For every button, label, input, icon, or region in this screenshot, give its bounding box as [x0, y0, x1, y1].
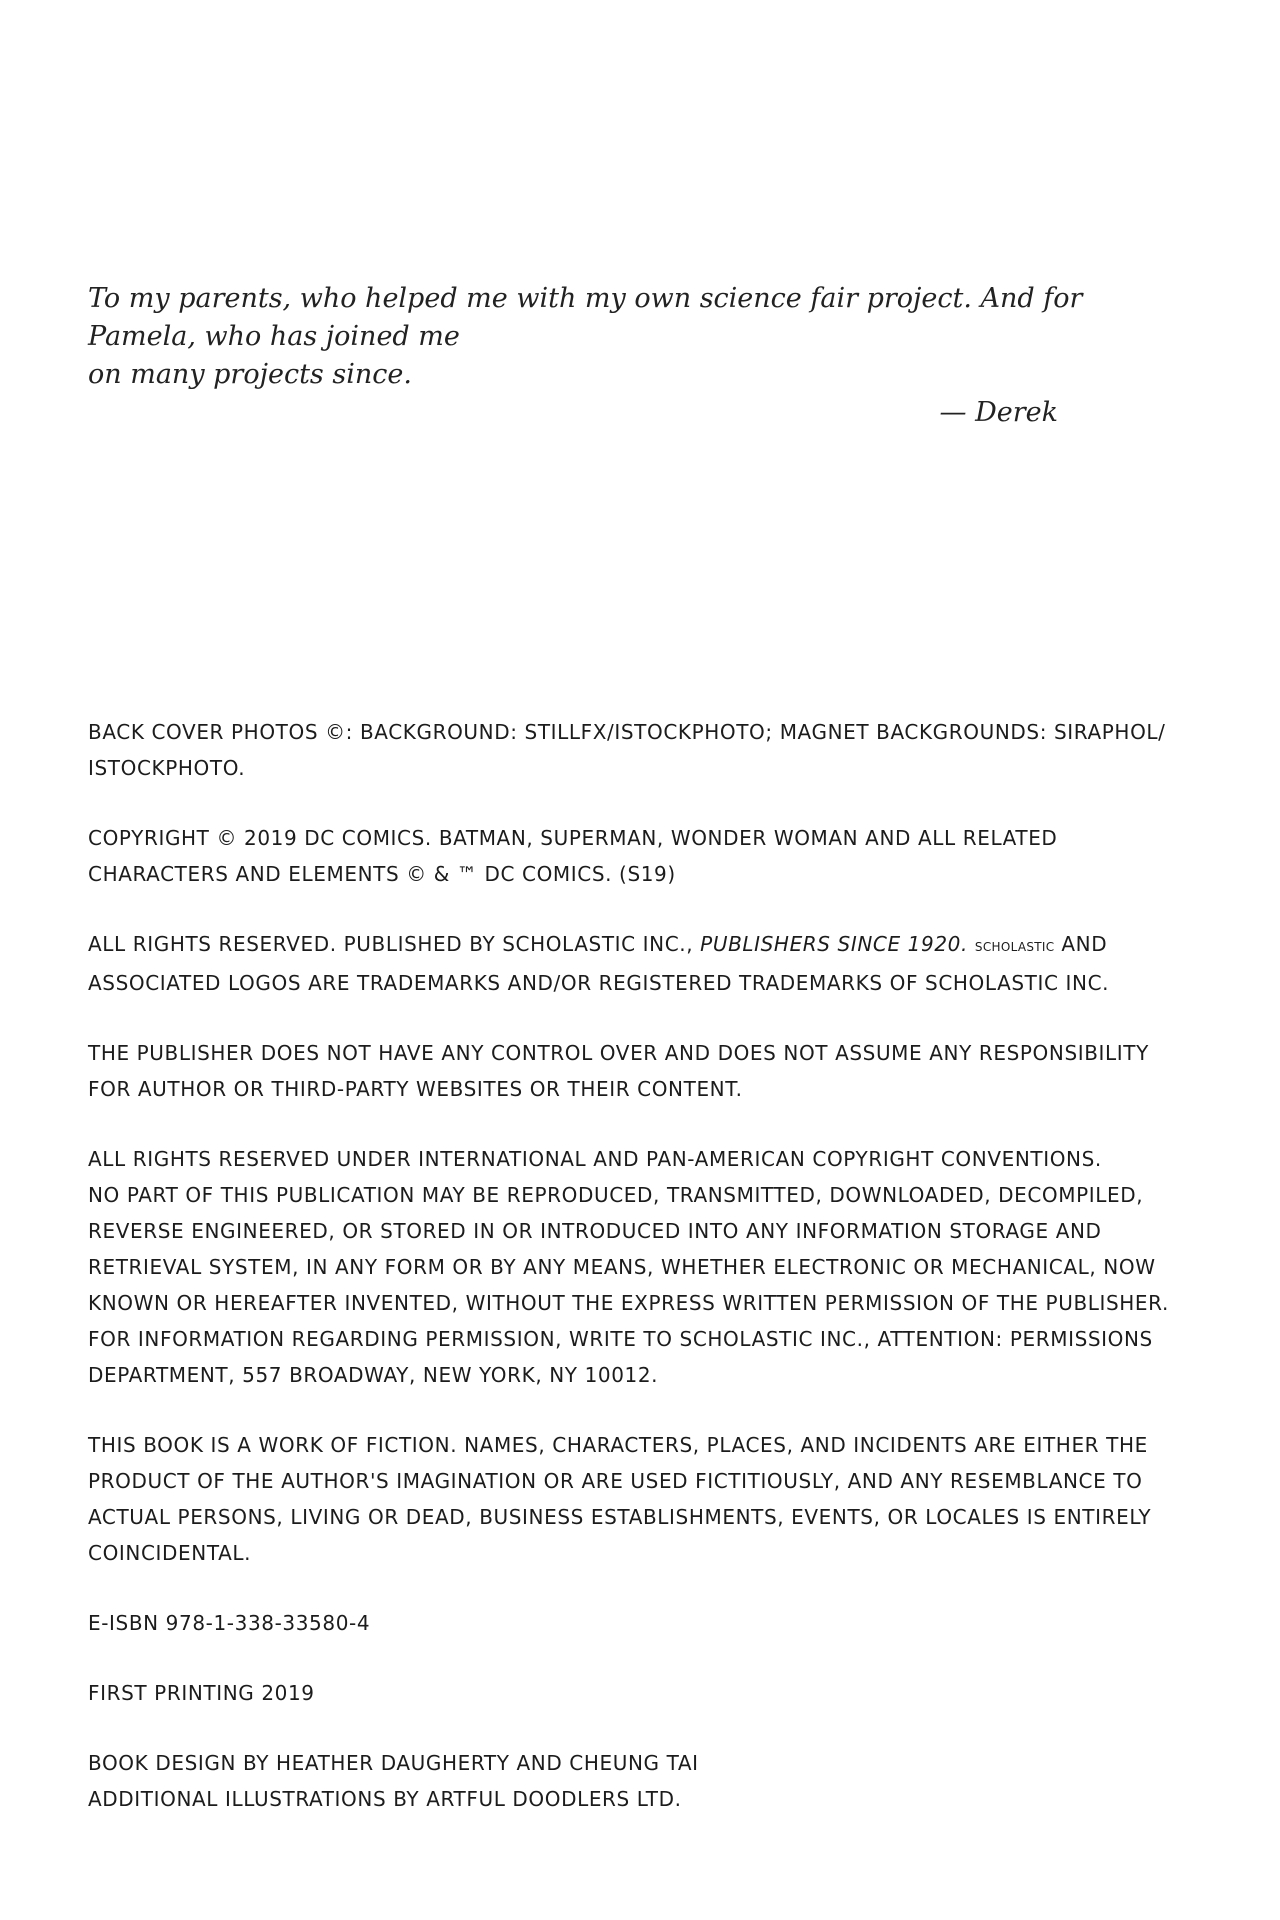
rights-line-3: REVERSE ENGINEERED, OR STORED IN OR INTRODUCED INTO ANY INFORMATION STORAGE AND	[88, 1219, 1102, 1243]
dc-copyright-line-1: COPYRIGHT © 2019 DC COMICS. BATMAN, SUPERMAN, WONDER WOMAN AND ALL RELATED	[88, 826, 1058, 850]
rights-reserved-notice	[88, 1141, 1188, 1393]
rights-line-2: NO PART OF THIS PUBLICATION MAY BE REPRODUCED, TRANSMITTED, DOWNLOADED, DECOMPILED,	[88, 1183, 1144, 1207]
rights-line-4: RETRIEVAL SYSTEM, IN ANY FORM OR BY ANY MEANS, WHETHER ELECTRONIC OR MECHANICAL, NOW	[88, 1255, 1156, 1279]
third-party-websites-notice	[88, 1035, 1188, 1107]
rights-line-1: ALL RIGHTS RESERVED UNDER INTERNATIONAL AND PAN-AMERICAN COPYRIGHT CONVENTIONS.	[88, 1147, 1102, 1171]
dedication	[88, 280, 1178, 432]
printing	[88, 1675, 1188, 1711]
fiction-line-2: PRODUCT OF THE AUTHOR'S IMAGINATION OR ARE USED FICTITIOUSLY, AND ANY RESEMBLANCE TO	[88, 1469, 1143, 1493]
copyright-page	[88, 714, 1188, 1851]
dc-copyright	[88, 820, 1188, 892]
credits-line-1: BOOK DESIGN BY HEATHER DAUGHERTY AND CHEUNG TAI	[88, 1751, 699, 1775]
fiction-line-3: ACTUAL PERSONS, LIVING OR DEAD, BUSINESS ESTABLISHMENTS, EVENTS, OR LOCALES IS ENTIRELY	[88, 1505, 1152, 1529]
fiction-line-4: COINCIDENTAL.	[88, 1541, 252, 1565]
back-cover-line-2: ISTOCKPHOTO.	[88, 756, 246, 780]
rights-line-7: DEPARTMENT, 557 BROADWAY, NEW YORK, NY 10012.	[88, 1363, 659, 1387]
fiction-line-1: THIS BOOK IS A WORK OF FICTION. NAMES, CHARACTERS, PLACES, AND INCIDENTS ARE EITHER THE	[88, 1433, 1148, 1457]
credits-line-2: ADDITIONAL ILLUSTRATIONS BY ARTFUL DOODLERS LTD.	[88, 1787, 682, 1811]
dc-copyright-line-2: CHARACTERS AND ELEMENTS © & ™ DC COMICS. (S19)	[88, 862, 676, 886]
isbn-text: E-ISBN 978-1-338-33580-4	[88, 1611, 371, 1635]
printing-text: FIRST PRINTING 2019	[88, 1681, 315, 1705]
fiction-disclaimer	[88, 1427, 1188, 1571]
dedication-signature: — Derek	[939, 397, 1058, 428]
isbn	[88, 1605, 1188, 1641]
scholastic-line-2: ASSOCIATED LOGOS ARE TRADEMARKS AND/OR REGISTERED TRADEMARKS OF SCHOLASTIC INC.	[88, 971, 1110, 995]
scholastic-wordmark: SCHOLASTIC	[974, 940, 1055, 954]
rights-line-5: KNOWN OR HEREAFTER INVENTED, WITHOUT THE EXPRESS WRITTEN PERMISSION OF THE PUBLISHER.	[88, 1291, 1169, 1315]
scholastic-line-1-end: AND	[1061, 932, 1108, 956]
back-cover-credits	[88, 714, 1188, 786]
websites-line-2: FOR AUTHOR OR THIRD-PARTY WEBSITES OR THEIR CONTENT.	[88, 1077, 743, 1101]
rights-line-6: FOR INFORMATION REGARDING PERMISSION, WRITE TO SCHOLASTIC INC., ATTENTION: PERMISSIONS	[88, 1327, 1153, 1351]
back-cover-line-1: BACK COVER PHOTOS ©: BACKGROUND: STILLFX/ISTOCKPHOTO; MAGNET BACKGROUNDS: SIRAPHOL/	[88, 720, 1166, 744]
publishers-since-1920: PUBLISHERS SINCE 1920.	[700, 932, 968, 956]
dedication-line-2: on many projects since.	[88, 359, 412, 390]
websites-line-1: THE PUBLISHER DOES NOT HAVE ANY CONTROL OVER AND DOES NOT ASSUME ANY RESPONSIBILITY	[88, 1041, 1149, 1065]
design-credits	[88, 1745, 1188, 1817]
scholastic-rights	[88, 926, 1188, 1001]
scholastic-line-1-start: ALL RIGHTS RESERVED. PUBLISHED BY SCHOLASTIC INC.,	[88, 932, 701, 956]
dedication-line-1: To my parents, who helped me with my own science fair project. And for Pamela, who has joined me	[88, 283, 1083, 352]
scholastic-line-1	[88, 926, 1188, 965]
